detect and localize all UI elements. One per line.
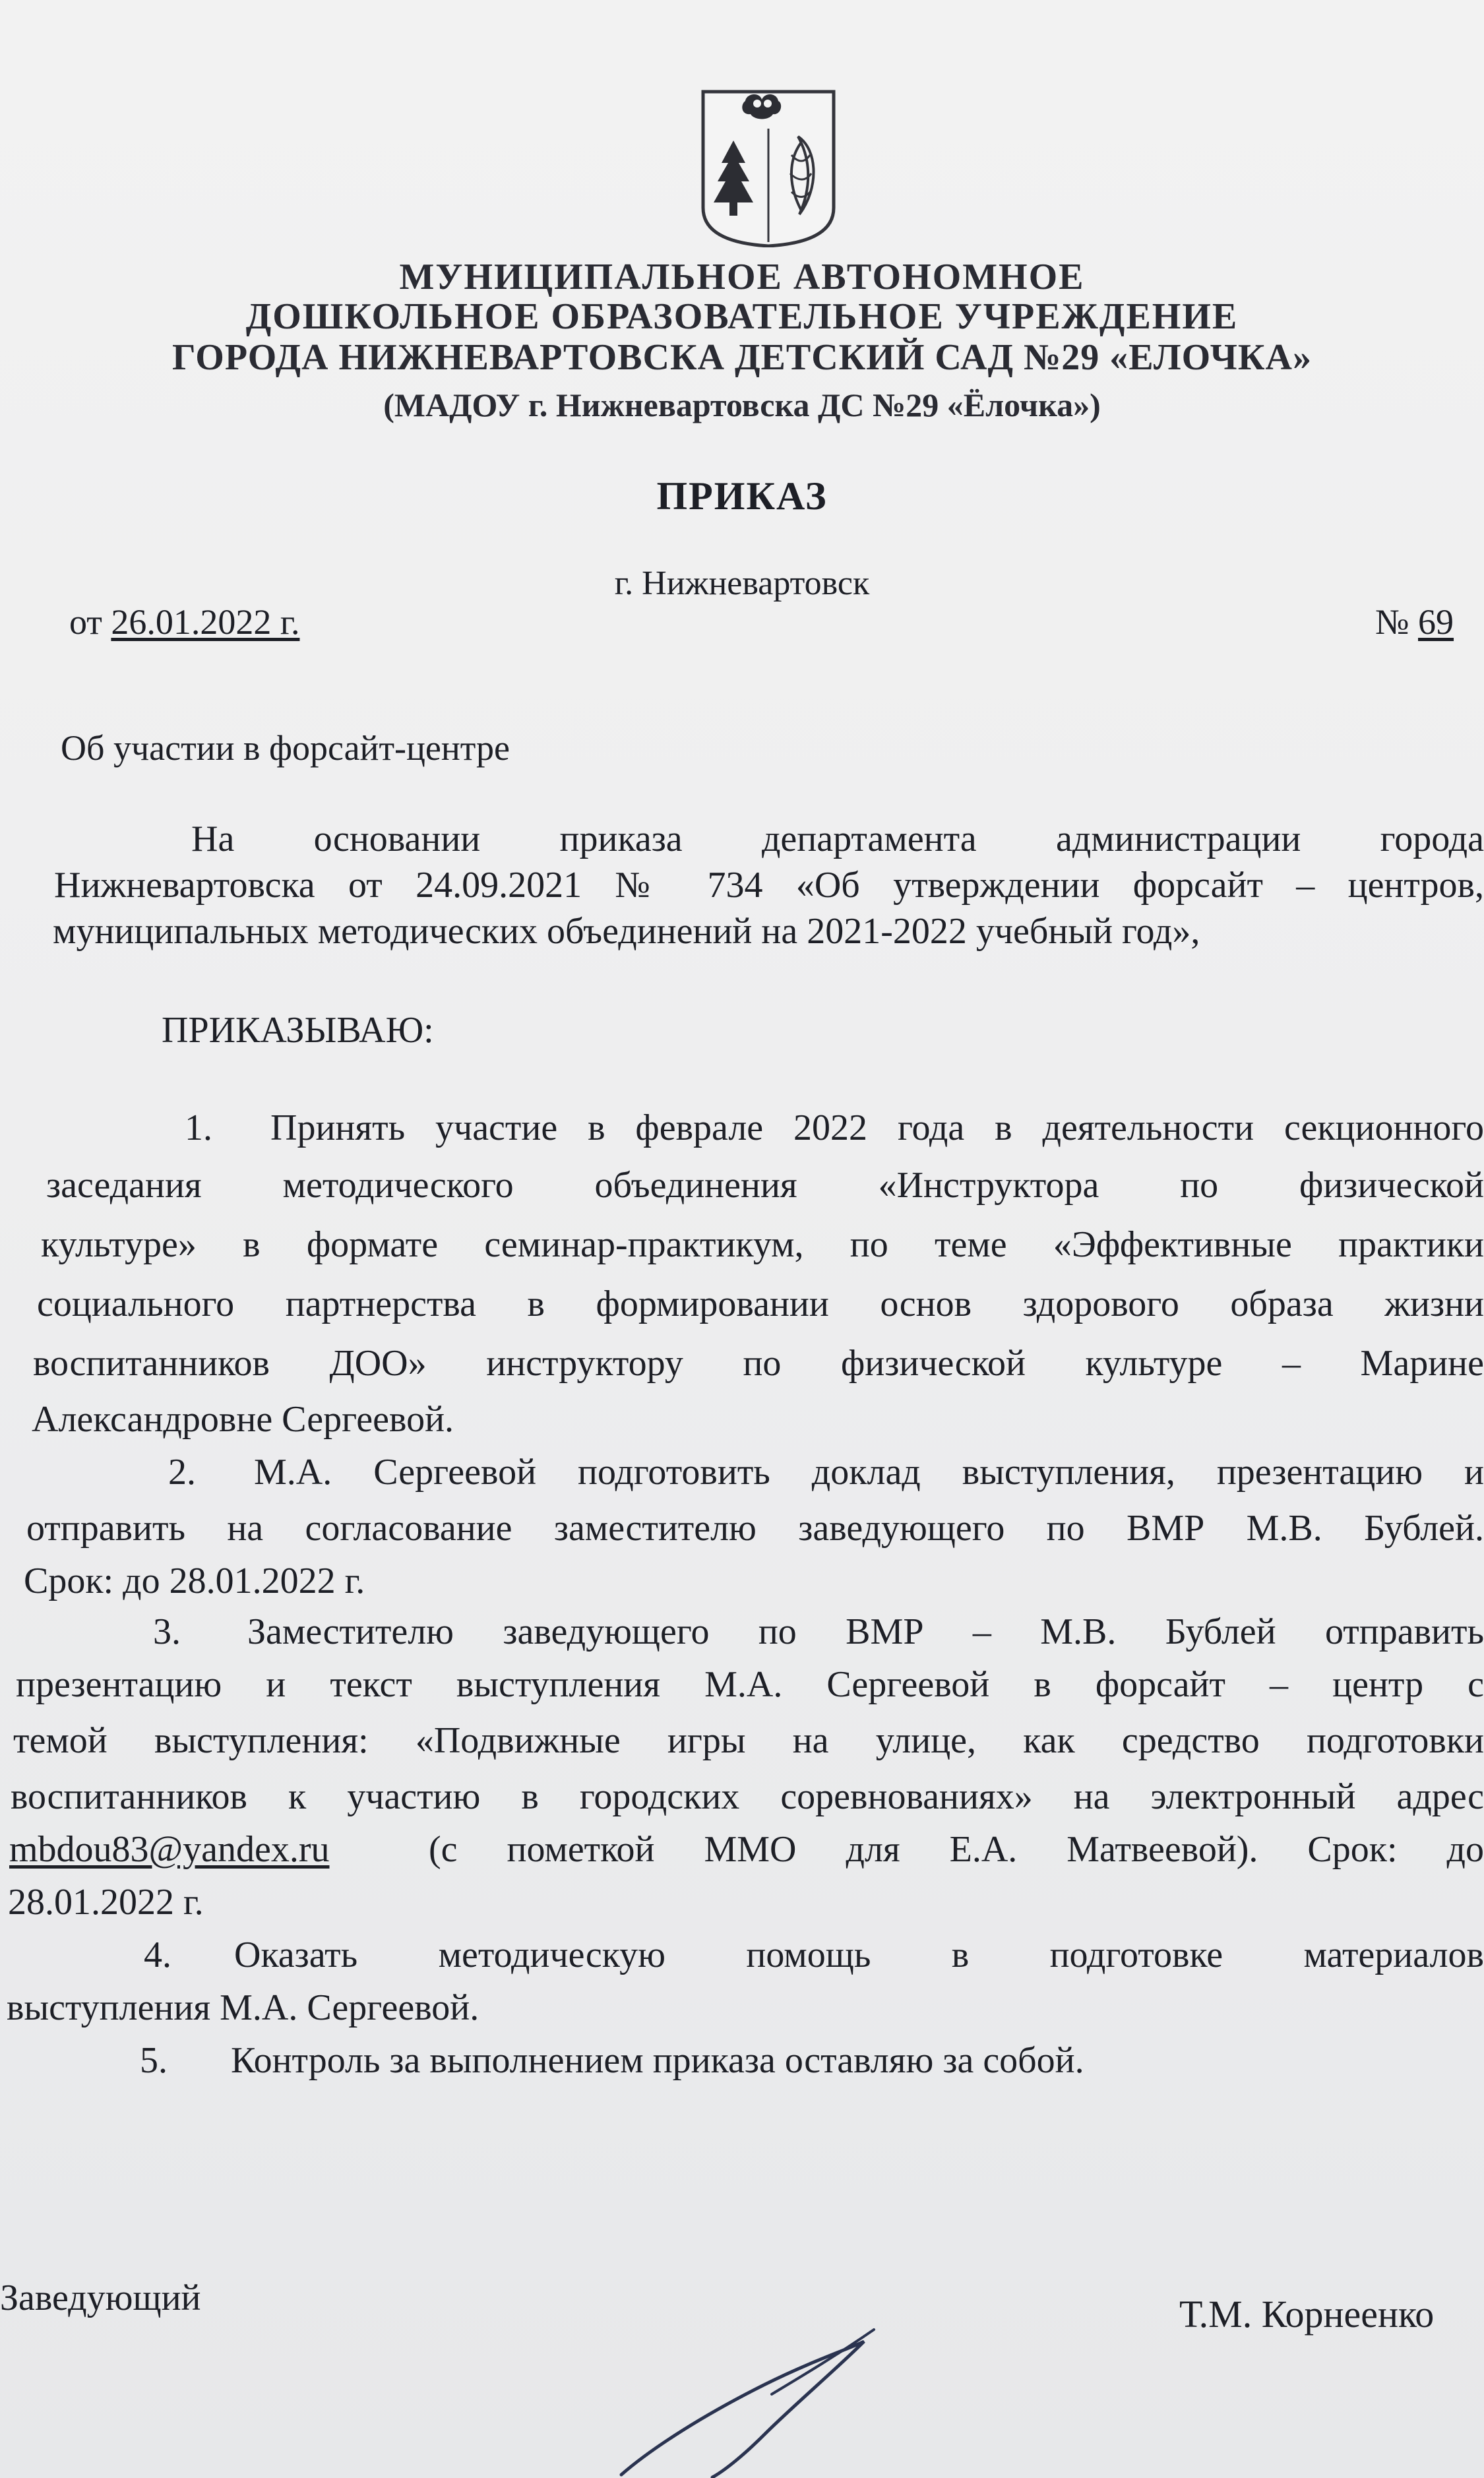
item-3-email-line [9, 1828, 330, 1871]
date-prefix: от [69, 602, 111, 642]
document-title: ПРИКАЗ [656, 474, 828, 518]
preamble-line: Нижневартовска от 24.09.2021 № 734 «Об утверждении форсайт – центров, [54, 865, 1484, 906]
item-3-line: Заместителю заведующего по ВМР – М.В. Бублей отправить [247, 1611, 1484, 1652]
document-date [69, 602, 299, 642]
item-number: 3. [153, 1611, 181, 1652]
preamble-line: муниципальных методических объединений на 2021-2022 учебный год», [53, 911, 1200, 952]
handwritten-signature [613, 2322, 890, 2478]
item-1-line: Александровне Сергеевой. [32, 1399, 454, 1440]
document-subject: Об участии в форсайт-центре [61, 728, 510, 768]
signatory-position: Заведующий [0, 2277, 201, 2318]
item-3-line: 28.01.2022 г. [8, 1882, 204, 1923]
number-prefix: № [1375, 602, 1419, 642]
item-3-line: (с пометкой ММО для Е.А. Матвеевой). Срок: до [429, 1829, 1484, 1870]
item-3-line: презентацию и текст выступления М.А. Сергеевой в форсайт – центр с [16, 1664, 1484, 1705]
document-number [1375, 602, 1454, 642]
item-3-line: воспитанников к участию в городских соревнованиях» на электронный адрес [11, 1776, 1484, 1817]
document-city: г. Нижневартовск [614, 565, 870, 602]
item-number: 1. [185, 1107, 212, 1148]
item-1-line: Принять участие в феврале 2022 года в деятельности секционного [270, 1107, 1484, 1148]
date-value: 26.01.2022 г. [111, 602, 300, 642]
signatory-name: Т.М. Корнеенко [1179, 2293, 1435, 2336]
number-value: 69 [1418, 602, 1454, 642]
item-number: 5. [140, 2040, 168, 2081]
coat-of-arms-emblem [699, 89, 838, 247]
item-2-line: Срок: до 28.01.2022 г. [24, 1561, 365, 1601]
org-name-line-2: ДОШКОЛЬНОЕ ОБРАЗОВАТЕЛЬНОЕ УЧРЕЖДЕНИЕ [245, 296, 1239, 337]
item-4-line: выступления М.А. Сергеевой. [7, 1987, 479, 2028]
item-1-line: воспитанников ДОО» инструктору по физической культуре – Марине [33, 1343, 1484, 1384]
item-1-line: культуре» в формате семинар-практикум, по теме «Эффективные практики [41, 1224, 1484, 1265]
item-3-line: темой выступления: «Подвижные игры на улице, как средство подготовки [13, 1720, 1484, 1761]
org-name-line-3: ГОРОДА НИЖНЕВАРТОВСКА ДЕТСКИЙ САД №29 «ЕЛОЧКА» [172, 337, 1312, 378]
item-number: 2. [168, 1452, 196, 1493]
preamble-line: На основании приказа департамента администрации города [191, 819, 1484, 859]
email-address[interactable]: mbdou83@yandex.ru [9, 1829, 330, 1870]
item-2-line: М.А. Сергеевой подготовить доклад выступления, презентацию и [254, 1452, 1484, 1493]
org-short-name: (МАДОУ г. Нижневартовска ДС №29 «Ёлочка») [383, 387, 1101, 423]
item-1-line: социального партнерства в формировании основ здорового образа жизни [37, 1284, 1484, 1324]
item-5-line: Контроль за выполнением приказа оставляю за собой. [231, 2040, 1084, 2081]
order-word: ПРИКАЗЫВАЮ: [162, 1010, 434, 1051]
org-name-line-1: МУНИЦИПАЛЬНОЕ АВТОНОМНОЕ [399, 257, 1085, 297]
item-1-line: заседания методического объединения «Инструктора по физической [46, 1165, 1484, 1206]
item-4-line: Оказать методическую помощь в подготовке материалов [234, 1935, 1484, 1975]
item-2-line: отправить на согласование заместителю заведующего по ВМР М.В. Бублей. [26, 1508, 1484, 1549]
item-number: 4. [144, 1935, 171, 1975]
